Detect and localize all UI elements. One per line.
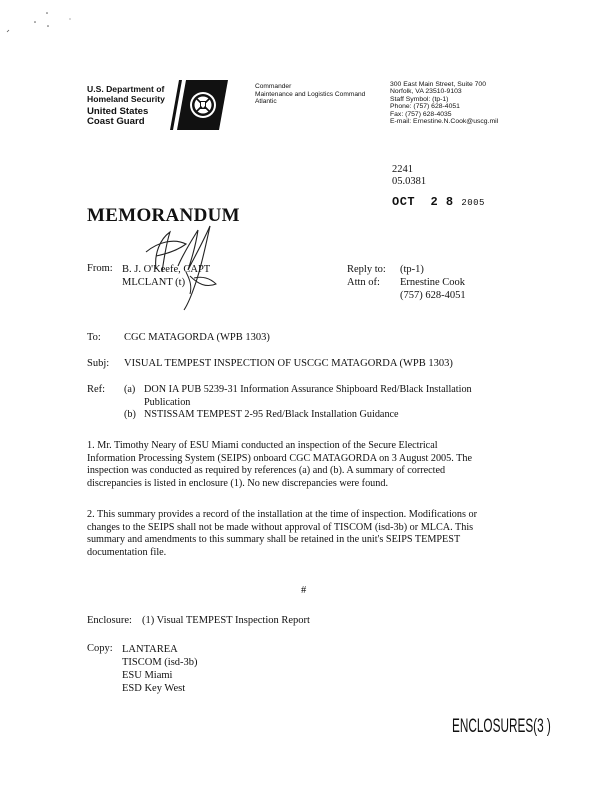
attn-name: Ernestine Cook [400,277,466,288]
from-office: MLCLANT (t) [122,277,186,288]
paragraph-line: Information Processing System (SEIPS) onboard CGC MATAGORDA on 3 August 2005. The [87,452,472,464]
subj-value: VISUAL TEMPEST INSPECTION OF USCGC MATAGORDA (WPB 1303) [124,358,453,369]
ref-label: Ref: [87,384,106,395]
enclosure-value: (1) Visual TEMPEST Inspection Report [142,615,310,626]
date-year: 2005 [461,198,485,208]
reference-list [124,384,524,422]
copy-recipient: TISCOM (isd-3b) [122,657,198,668]
from-label: From: [87,263,113,274]
copy-label: Copy: [87,643,113,654]
body-paragraph-1 [87,440,515,490]
agency-line: Homeland Security [87,94,165,104]
agency-line: U.S. Department of [87,84,165,94]
end-mark: # [301,585,307,596]
attn-phone: (757) 628-4051 [400,290,466,301]
paragraph-line: discrepancies is listed in enclosure (1). No new discrepancies were found. [87,477,388,489]
paragraph-line: 2. This summary provides a record of the installation at the time of inspection. Modifications or [87,509,477,520]
copy-list [122,643,198,695]
reference-text: Publication [144,396,191,408]
reference-item [124,384,524,409]
attn-of-label: Attn of: [347,277,380,288]
command-line: Commander [255,83,292,90]
command-block [255,83,365,106]
paragraph-line: inspection was conducted as required by references (a) and (b). A summary of corrected [87,465,446,477]
from-block [122,263,210,289]
memo-title: MEMORANDUM [87,205,240,226]
enclosures-stamp: ENCLOSURES(3 ) [452,716,551,737]
command-line: Atlantic [255,98,277,106]
copy-recipient: ESD Key West [122,683,186,694]
reference-text: DON IA PUB 5239-31 Information Assurance Shipboard Red/Black Installation [144,384,472,395]
paragraph-line: summary and amendments to this summary shall be retained in the unit's SEIPS TEMPEST [87,534,461,546]
paragraph-line: changes to the SEIPS shall not be made without approval of TISCOM (isd-3b) or MLCA. This [87,521,474,533]
address-line: Norfolk, VA 23510-9103 [390,88,462,96]
reference-key: (a) [124,384,136,395]
reply-to-value: (tp-1) [400,264,424,275]
date-stamp [392,195,485,209]
uscg-logo-icon [170,80,232,130]
subj-label: Subj: [87,358,110,369]
fax: Fax: (757) 628-4035 [390,110,452,118]
to-label: To: [87,332,101,343]
copy-recipient: ESU Miami [122,670,173,681]
agency-block [87,84,165,127]
address-block [390,81,498,125]
copy-recipient: LANTAREA [122,644,178,655]
staff-symbol: Staff Symbol: (tp-1) [390,95,449,103]
coast-guard-line: Coast Guard [87,116,145,127]
serial-number: 05.0381 [392,176,427,187]
from-name: B. J. O'Keefe, CAPT [122,264,211,275]
scan-specks [0,0,120,40]
reference-numbers [392,164,426,188]
command-line: Maintenance and Logistics Command [255,90,366,98]
to-value: CGC MATAGORDA (WPB 1303) [124,332,270,343]
date-month-day: OCT 2 8 [392,195,454,209]
reference-item [124,409,524,422]
body-paragraph-2 [87,509,515,559]
enclosure-label: Enclosure: [87,615,132,626]
ssic-number: 2241 [392,164,413,175]
email: E-mail: Ernestine.N.Cook@uscg.mil [390,118,499,126]
reply-labels [347,263,386,289]
phone: Phone: (757) 628-4051 [390,103,460,111]
coast-guard-line: United States [87,106,149,117]
reference-key: (b) [124,409,136,421]
reply-values [400,263,466,302]
address-line: 300 East Main Street, Suite 700 [390,81,486,88]
paragraph-line: documentation file. [87,546,167,558]
reply-to-label: Reply to: [347,264,386,275]
reference-text: NSTISSAM TEMPEST 2-95 Red/Black Installation Guidance [144,409,399,421]
paragraph-line: 1. Mr. Timothy Neary of ESU Miami conducted an inspection of the Secure Electrical [87,440,438,451]
